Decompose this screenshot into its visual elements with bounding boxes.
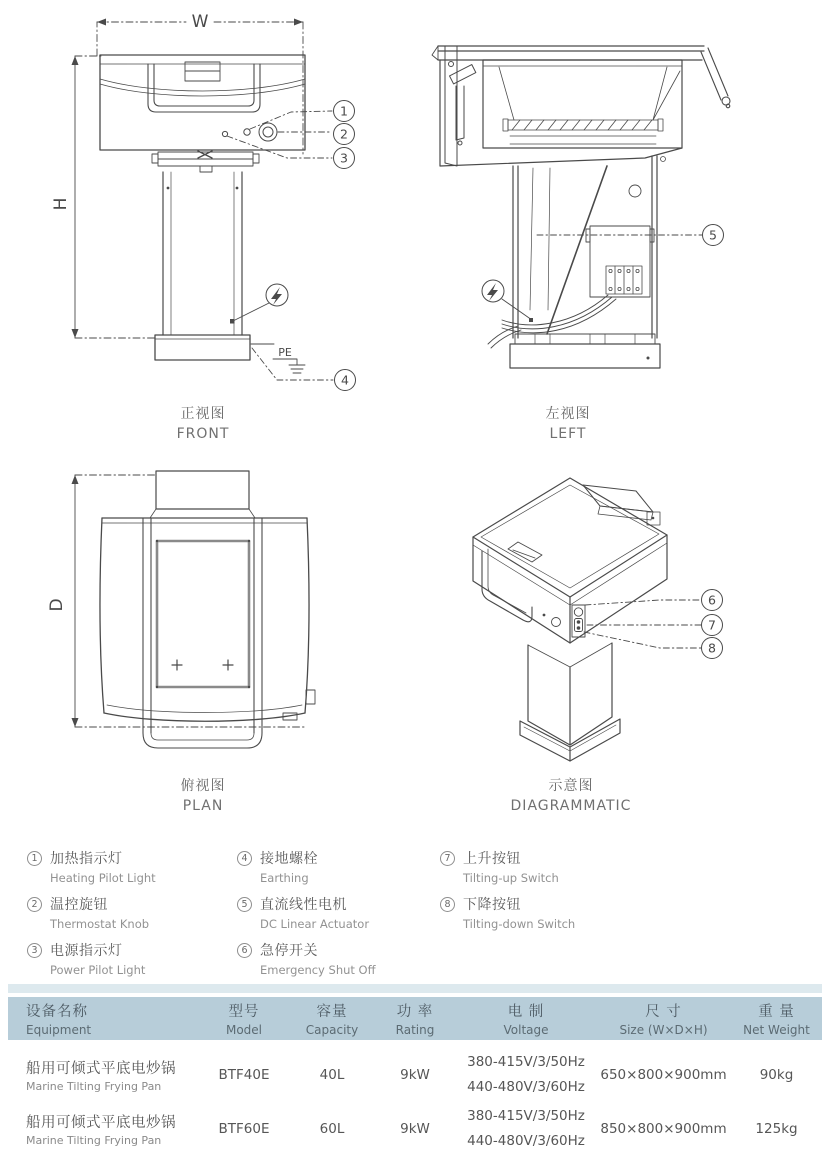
spout (150, 471, 255, 518)
emergency-stop (574, 608, 582, 616)
legend-column-3 (440, 848, 575, 940)
electric-hazard-icon (482, 280, 533, 322)
pe-ground-symbol (251, 344, 305, 373)
d-dimension (47, 475, 307, 727)
tilt-flange (152, 151, 259, 172)
h-dimension (51, 56, 157, 338)
pan-rim (432, 46, 704, 60)
svg-text:3: 3 (340, 150, 348, 166)
svg-text:1: 1 (340, 103, 348, 119)
voltage-value: 380-415V/3/50Hz 440-480V/3/60Hz (467, 1108, 585, 1149)
thermostat-knob (259, 123, 277, 141)
header-net-weight: 重 量 Net Weight (743, 1004, 810, 1037)
plan-view-title-zh: 俯视图 (180, 778, 226, 794)
pan-outline (100, 518, 309, 721)
size-value: 650×800×900mm (600, 1067, 727, 1083)
callout-leaders-123 (227, 111, 332, 158)
weight-value: 125kg (755, 1121, 798, 1137)
left-bracket-actuator (445, 46, 476, 166)
front-view-caption (177, 403, 230, 442)
legend-number-4: 4 (237, 851, 252, 866)
backsplash (583, 485, 660, 525)
heating-pilot-light (244, 129, 250, 135)
pan-body (100, 55, 305, 150)
svg-text:6: 6 (708, 592, 716, 608)
header-capacity: 容量 Capacity (305, 1004, 359, 1037)
legend-column-2 (237, 848, 376, 986)
voltage-value: 380-415V/3/50Hz 440-480V/3/60Hz (467, 1054, 585, 1095)
control-elements (222, 123, 277, 141)
pan-housing (483, 60, 682, 148)
heating-plate (503, 119, 663, 144)
header-voltage: 电 制 Voltage (503, 1004, 549, 1037)
legend-number-2: 2 (27, 897, 42, 912)
table-row-btf40e (8, 1048, 822, 1102)
legend-item-3: 3 电源指示灯 Power Pilot Light (27, 940, 156, 977)
legend-number-1: 1 (27, 851, 42, 866)
legend-item-2: 2 温控旋钮 Thermostat Knob (27, 894, 156, 931)
legend-item-7: 7 上升按钮 Tilting-up Switch (440, 848, 575, 885)
legend-item-1: 1 加热指示灯 Heating Pilot Light (27, 848, 156, 885)
w-dimension (97, 12, 303, 154)
legend-column-1 (27, 848, 156, 986)
model-value: BTF40E (218, 1067, 270, 1083)
pedestal (528, 643, 612, 745)
header-size: 尺 寸 Size (W×D×H) (619, 1004, 708, 1037)
svg-text:5: 5 (709, 227, 717, 243)
tilt-handle (701, 48, 730, 108)
legend-number-6: 6 (237, 943, 252, 958)
diagrammatic-view-title-en: DIAGRAMMATIC (510, 798, 632, 814)
control-panel (543, 605, 585, 637)
lid-handle-rails (143, 518, 262, 748)
front-view-title-zh: 正视图 (180, 406, 226, 422)
body-lower-edge (440, 60, 682, 166)
legend-item-5: 5 直流线性电机 DC Linear Actuator (237, 894, 376, 931)
callout-leaders-678 (584, 600, 701, 648)
electric-hazard-icon (230, 284, 288, 324)
pan-handle (482, 549, 532, 622)
left-view-drawing (420, 8, 820, 408)
diagrammatic-view-caption (511, 775, 632, 814)
dim-w-label: W (191, 12, 209, 32)
dim-d-label: D (47, 598, 67, 612)
front-view-title-en: FRONT (176, 426, 230, 442)
svg-text:4: 4 (341, 372, 349, 388)
plan-view-caption (181, 775, 226, 814)
pe-label: PE (278, 346, 292, 359)
callout-2 (334, 124, 355, 145)
legend-number-8: 8 (440, 897, 455, 912)
svg-text:7: 7 (708, 617, 716, 633)
header-equipment: 设备名称 Equipment (26, 1004, 92, 1037)
plan-view-drawing (45, 455, 375, 765)
legend-item-4: 4 接地螺栓 Earthing (237, 848, 376, 885)
tilting-down-button (577, 626, 581, 630)
callout-7 (702, 615, 723, 636)
callout-3 (334, 148, 355, 169)
dc-linear-actuator-bracket (586, 226, 654, 297)
lid-grip (508, 542, 542, 562)
dim-h-label: H (51, 197, 71, 211)
diagrammatic-view-drawing (420, 455, 820, 765)
pan-top-face (473, 478, 667, 597)
callout-8 (702, 638, 723, 659)
knob (552, 618, 561, 627)
spec-table-header (8, 997, 822, 1040)
capacity-value: 40L (319, 1067, 345, 1083)
equipment-name: 船用可倾式平底电炒锅 Marine Tilting Frying Pan (26, 1061, 176, 1093)
left-view-title-en: LEFT (549, 426, 587, 442)
terminal-block (606, 266, 642, 294)
capacity-value: 60L (319, 1121, 345, 1137)
front-view-drawing (45, 8, 375, 408)
callout-6 (702, 590, 723, 611)
pedestal-base (510, 334, 660, 368)
size-value: 850×800×900mm (600, 1121, 727, 1137)
weight-value: 90kg (759, 1067, 794, 1083)
tilting-up-button (577, 620, 581, 624)
table-row-btf60e (8, 1102, 822, 1156)
pan-opening (156, 540, 250, 688)
legend-number-5: 5 (237, 897, 252, 912)
model-value: BTF60E (218, 1121, 270, 1137)
legend-number-7: 7 (440, 851, 455, 866)
header-model: 型号 Model (225, 1004, 263, 1037)
callout-5 (537, 225, 724, 246)
header-rating: 功 率 Rating (395, 1004, 435, 1037)
callout-4 (252, 348, 356, 391)
legend-number-3: 3 (27, 943, 42, 958)
svg-text:8: 8 (708, 640, 716, 656)
diagrammatic-view-title-zh: 示意图 (548, 778, 594, 794)
table-top-strip (8, 984, 822, 993)
callout-1 (334, 101, 355, 122)
pedestal-column (163, 172, 242, 335)
left-view-title-zh: 左视图 (545, 406, 591, 422)
pan-front-faces (473, 535, 667, 643)
equipment-name: 船用可倾式平底电炒锅 Marine Tilting Frying Pan (26, 1115, 176, 1147)
pedestal-base (155, 335, 250, 360)
svg-text:2: 2 (340, 126, 348, 142)
left-view-caption (546, 403, 591, 442)
legend-item-8: 8 下降按钮 Tilting-down Switch (440, 894, 575, 931)
rating-value: 9kW (400, 1121, 430, 1137)
rating-value: 9kW (400, 1067, 430, 1083)
legend-item-6: 6 急停开关 Emergency Shut Off (237, 940, 376, 977)
plan-view-title-en: PLAN (182, 798, 224, 814)
